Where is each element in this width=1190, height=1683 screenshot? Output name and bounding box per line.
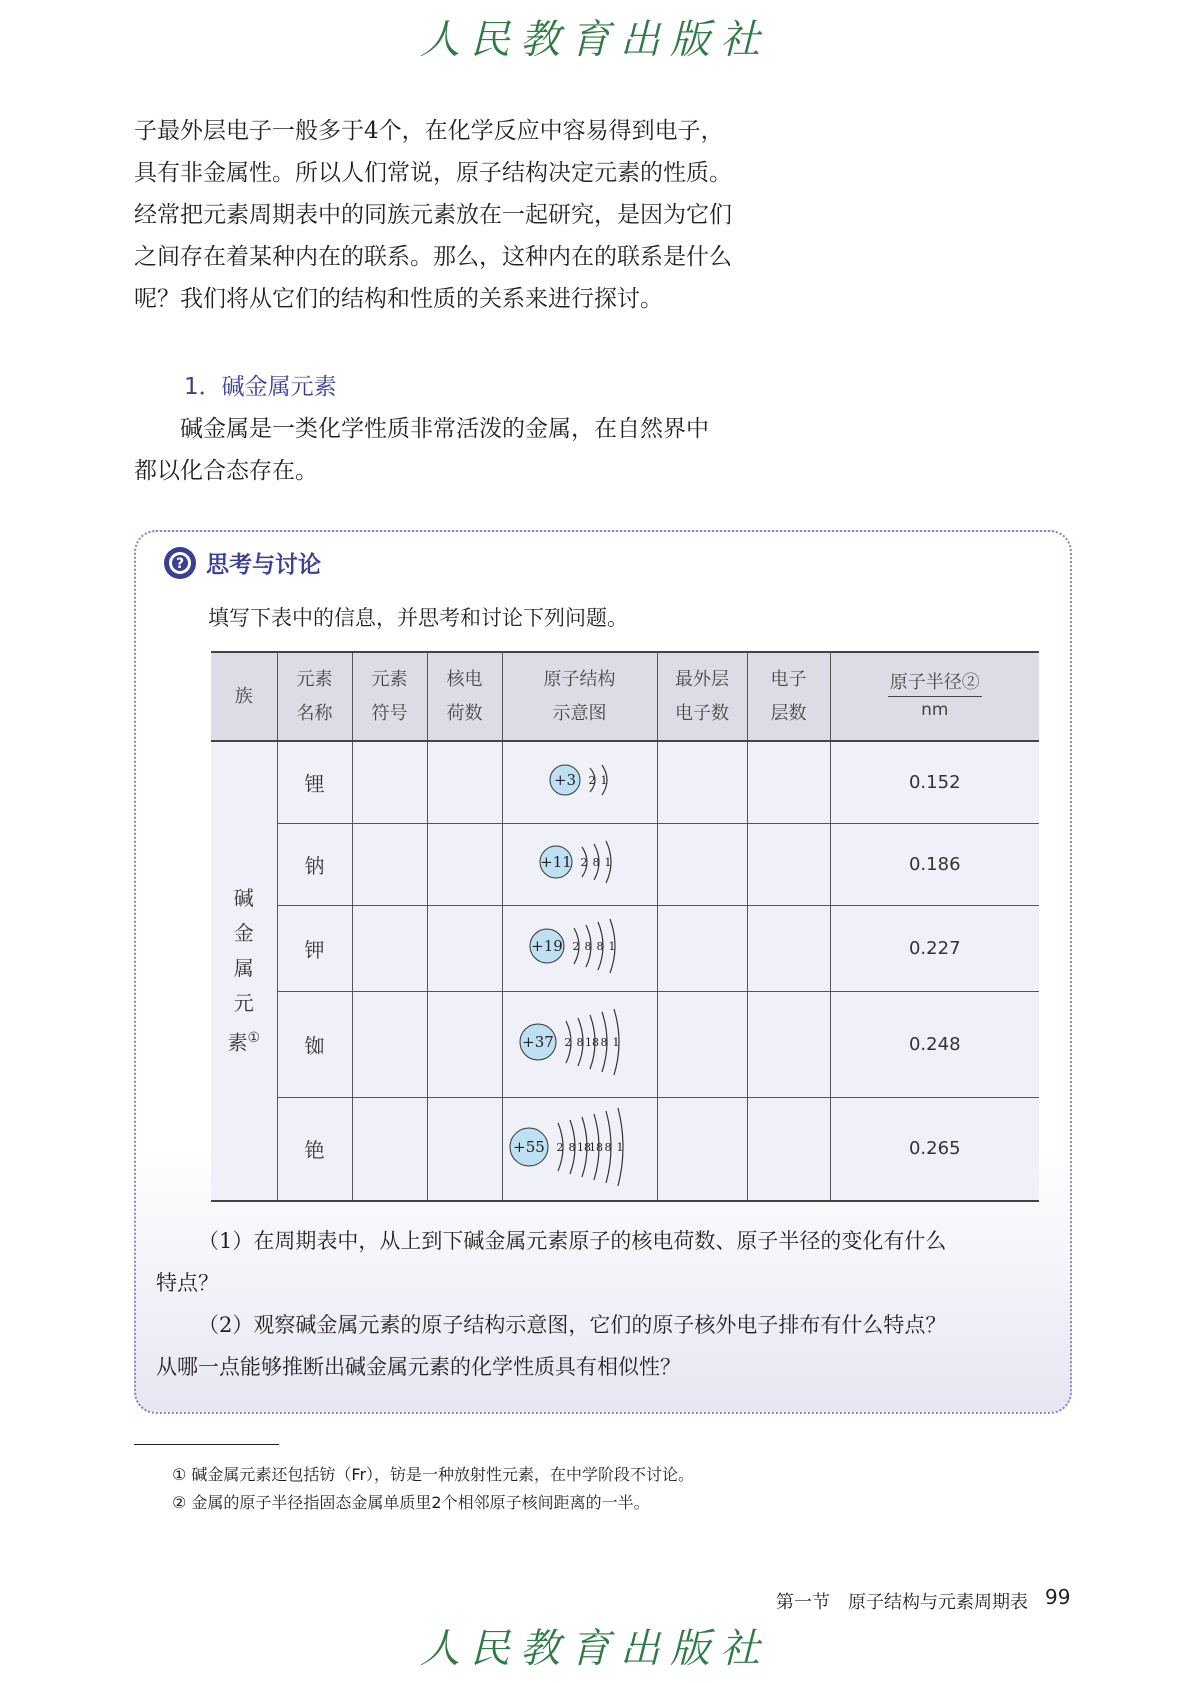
alkali-metal-table [211, 651, 1039, 1202]
layers-input[interactable] [747, 741, 830, 823]
nucleus-charge: +19 [530, 937, 563, 955]
header-diagram: 原子结构 示意图 [502, 652, 657, 741]
symbol-input[interactable] [352, 991, 427, 1097]
charge-input[interactable] [427, 905, 502, 991]
structure-diagram-cell [502, 741, 657, 823]
layers-input[interactable] [747, 905, 830, 991]
table-row [211, 905, 1039, 991]
alkali-paragraph [134, 408, 754, 492]
nucleus-charge: +55 [512, 1137, 545, 1156]
atom-structure-diagram [505, 1098, 655, 1196]
table-row [211, 991, 1039, 1097]
atomic-radius: 0.227 [830, 905, 1039, 991]
element-name: 铷 [277, 991, 352, 1097]
header-charge: 核电 荷数 [427, 652, 502, 741]
charge-input[interactable] [427, 741, 502, 823]
group-char: 金 [233, 921, 254, 946]
running-footer: 第一节 原子结构与元素周期表 [776, 1592, 1028, 1613]
nucleus-charge: +3 [553, 771, 576, 790]
outer-electrons-input[interactable] [657, 991, 747, 1097]
publisher-watermark-bottom: 人民教育出版社 [420, 1626, 770, 1672]
discussion-instruction: 填写下表中的信息，并思考和讨论下列问题。 [208, 606, 628, 630]
charge-input[interactable] [427, 991, 502, 1097]
publisher-watermark-top: 人民教育出版社 [420, 17, 770, 63]
table-row [211, 823, 1039, 905]
charge-input[interactable] [427, 823, 502, 905]
intro-line: 呢？我们将从它们的结构和性质的关系来进行探讨。 [134, 286, 663, 312]
atomic-radius: 0.186 [830, 823, 1039, 905]
layers-input[interactable] [747, 823, 830, 905]
symbol-input[interactable] [352, 741, 427, 823]
shell-electron-count: 18 [576, 1140, 591, 1154]
element-name: 锂 [277, 741, 352, 823]
table-row [211, 1097, 1039, 1201]
symbol-input[interactable] [352, 905, 427, 991]
shell-electron-count: 18 [584, 1036, 599, 1049]
shell-electron-count: 8 [604, 1140, 611, 1154]
atomic-radius: 0.248 [830, 991, 1039, 1097]
question-line: 从哪一点能够推断出碱金属元素的化学性质具有相似性？ [156, 1355, 681, 1379]
symbol-input[interactable] [352, 823, 427, 905]
atomic-radius: 0.152 [830, 741, 1039, 823]
table-row [211, 741, 1039, 823]
shell-electron-count: 8 [584, 940, 591, 953]
discussion-box [134, 530, 1072, 1414]
page-number: 99 [1045, 1585, 1071, 1609]
shell-electron-count: 1 [616, 1140, 623, 1154]
discussion-icon [163, 546, 197, 580]
intro-line: 之间存在着某种内在的联系。那么，这种内在的联系是什么 [134, 244, 732, 270]
discussion-title: 思考与讨论 [206, 552, 321, 578]
layers-input[interactable] [747, 1097, 830, 1201]
group-footnote-mark: ① [247, 1030, 261, 1047]
shell-electron-count: 2 [572, 940, 579, 953]
atom-structure-diagram [505, 906, 655, 986]
group-char: 碱 [233, 886, 254, 911]
shell-electron-count: 8 [596, 940, 603, 953]
outer-electrons-input[interactable] [657, 1097, 747, 1201]
question-line: （2）观察碱金属元素的原子结构示意图，它们的原子核外电子排布有什么特点？ [198, 1313, 947, 1337]
shell-electron-count: 1 [600, 774, 607, 788]
shell-electron-count: 8 [592, 856, 599, 869]
element-name: 铯 [277, 1097, 352, 1201]
shell-electron-count: 2 [580, 856, 587, 869]
outer-electrons-input[interactable] [657, 823, 747, 905]
header-group: 族 [211, 652, 277, 741]
radius-label: 原子半径② [888, 670, 982, 697]
header-name: 元素 名称 [277, 652, 352, 741]
intro-line: 具有非金属性。所以人们常说，原子结构决定元素的性质。 [134, 160, 732, 186]
group-char: 素 [227, 1030, 248, 1055]
element-name: 钾 [277, 905, 352, 991]
outer-electrons-input[interactable] [657, 905, 747, 991]
group-char: 元 [233, 991, 254, 1016]
shell-electron-count: 8 [576, 1036, 583, 1049]
shell-electron-count: 2 [588, 774, 595, 788]
shell-electron-count: 1 [608, 940, 615, 953]
table-header-row [211, 652, 1039, 741]
question-line: 特点？ [156, 1271, 219, 1295]
shell-electron-count: 2 [564, 1036, 571, 1049]
element-name: 钠 [277, 823, 352, 905]
layers-input[interactable] [747, 991, 830, 1097]
structure-diagram-cell [502, 823, 657, 905]
header-outer-electrons: 最外层 电子数 [657, 652, 747, 741]
atom-structure-diagram [505, 992, 655, 1092]
atom-structure-diagram [505, 824, 655, 900]
charge-input[interactable] [427, 1097, 502, 1201]
footnote-1: ① 碱金属元素还包括钫（Fr），钫是一种放射性元素，在中学阶段不讨论。 [172, 1465, 695, 1484]
structure-diagram-cell [502, 991, 657, 1097]
shell-electron-count: 1 [604, 856, 611, 869]
symbol-input[interactable] [352, 1097, 427, 1201]
radius-unit: nm [921, 700, 949, 720]
nucleus-charge: +11 [539, 853, 572, 871]
nucleus-charge: +37 [521, 1033, 554, 1051]
shell-electron-count: 8 [600, 1036, 607, 1049]
intro-line: 经常把元素周期表中的同族元素放在一起研究，是因为它们 [134, 202, 732, 228]
header-layers: 电子 层数 [747, 652, 830, 741]
structure-diagram-cell [502, 1097, 657, 1201]
structure-diagram-cell [502, 905, 657, 991]
atomic-radius: 0.265 [830, 1097, 1039, 1201]
question-1 [156, 1220, 1056, 1304]
shell-electron-count: 8 [568, 1140, 575, 1154]
outer-electrons-input[interactable] [657, 741, 747, 823]
svg-text:?: ? [175, 556, 185, 572]
intro-line: 子最外层电子一般多于4个，在化学反应中容易得到电子， [134, 118, 724, 144]
group-cell [211, 741, 277, 1201]
alkali-line: 都以化合态存在。 [134, 458, 318, 484]
question-2 [156, 1304, 1056, 1388]
atom-structure-diagram [505, 742, 655, 818]
section-title: 1．碱金属元素 [184, 374, 337, 400]
shell-electron-count: 2 [556, 1140, 563, 1154]
alkali-line: 碱金属是一类化学性质非常活泼的金属，在自然界中 [180, 416, 709, 442]
header-radius [830, 652, 1039, 741]
shell-electron-count: 1 [612, 1036, 619, 1049]
question-line: （1）在周期表中，从上到下碱金属元素原子的核电荷数、原子半径的变化有什么 [198, 1229, 947, 1253]
footnote-2: ② 金属的原子半径指固态金属单质里2个相邻原子核间距离的一半。 [172, 1493, 650, 1512]
shell-electron-count: 18 [588, 1140, 603, 1154]
footnote-rule [134, 1444, 279, 1445]
header-symbol: 元素 符号 [352, 652, 427, 741]
group-char: 属 [233, 956, 254, 981]
intro-paragraph [134, 110, 754, 320]
